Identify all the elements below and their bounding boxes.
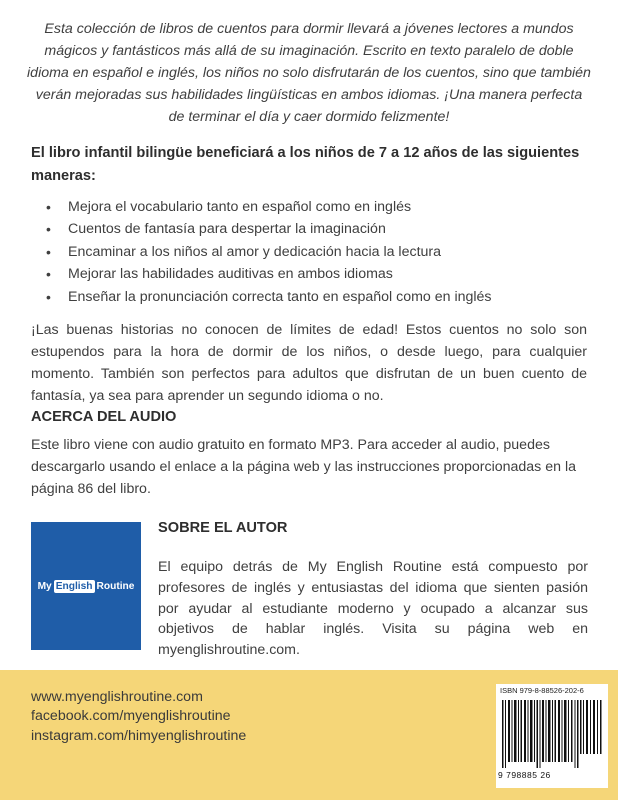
logo-badge: English — [55, 580, 93, 592]
footer-links — [31, 688, 246, 746]
benefits-heading: El libro infantil bilingüe beneficiará a los niños de 7 a 12 años de las siguientes maneras: — [31, 145, 580, 184]
isbn-label: ISBN 979-8-88526-202-6 — [500, 686, 584, 695]
instagram-link[interactable]: instagram.com/himyenglishroutine — [31, 727, 247, 744]
audio-heading: ACERCA DEL AUDIO — [31, 409, 177, 425]
bullet-icon: • — [46, 288, 51, 305]
logo-prefix: My — [37, 580, 52, 592]
footer-band — [0, 670, 618, 800]
bullet-icon: • — [46, 221, 51, 238]
price-barcode-icon — [578, 686, 604, 756]
website-link[interactable]: www.myenglishroutine.com — [31, 689, 203, 705]
list-item: • Encaminar a los niños al amor y dedicación hacia la lectura — [40, 241, 590, 263]
publisher-logo — [31, 522, 141, 650]
list-item: • Cuentos de fantasía para despertar la imaginación — [40, 218, 590, 240]
isbn-barcode — [496, 684, 608, 788]
logo-suffix: Routine — [96, 580, 135, 592]
bullet-icon: • — [46, 199, 51, 215]
list-item: • Mejora el vocabulario tanto en español como en inglés — [40, 196, 590, 218]
stories-paragraph: ¡Las buenas historias no conocen de límites de edad! Estos cuentos no solo son estupendos para la hora de dormir de los niños, o desde luego, para cualquier momento. También son perfectos para adultos que disfrutan de un buen cuento de fantasía, ya sea para aprender un segundo idioma o no. — [31, 322, 587, 404]
intro-paragraph: Esta colección de libros de cuentos para dormir llevará a jóvenes lectores a mundos mágicos y fantásticos más allá de su imaginación. Escrito en texto paralelo de doble idioma en español e inglés, los niños no solo disfrutarán de los cuentos, sino que también verán mejoradas sus habilidades lingüísticas en ambos idiomas. ¡Una manera perfecta de terminar el día y caer dormido felizmente! — [27, 21, 591, 125]
facebook-link[interactable]: facebook.com/myenglishroutine — [31, 708, 231, 725]
benefits-list — [40, 196, 590, 308]
list-item: • Enseñar la pronunciación correcta tanto en español como en inglés — [40, 286, 590, 308]
author-paragraph: El equipo detrás de My English Routine está compuesto por profesores de inglés y entusiastas del idioma que sienten pasión por ayudar al estudiante moderno y ocupado a alcanzar sus objetivos de hablar inglés. Visita su página web en myenglishroutine.com. — [158, 559, 588, 659]
audio-paragraph: Este libro viene con audio gratuito en formato MP3. Para acceder al audio, puedes descargarlo usando el enlace a la página web y las instrucciones proporcionadas en la página 86 del libro. — [31, 437, 576, 497]
author-heading: SOBRE EL AUTOR — [158, 520, 288, 536]
barcode-bars-icon — [502, 700, 580, 768]
bullet-icon: • — [46, 266, 51, 283]
list-item: • Mejorar las habilidades auditivas en ambos idiomas — [40, 263, 590, 285]
barcode-digits: 9 798885 26 — [498, 770, 551, 780]
bullet-icon: • — [46, 243, 51, 260]
